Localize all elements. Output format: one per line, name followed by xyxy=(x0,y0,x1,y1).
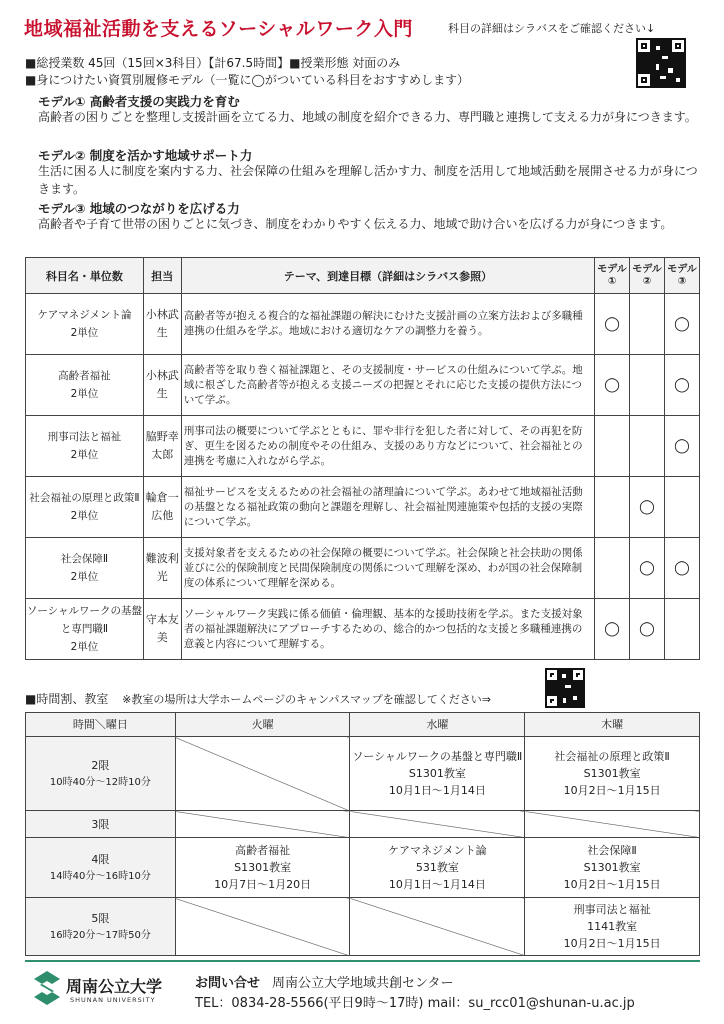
slot-room: 1141教室 xyxy=(587,920,638,933)
slot-course: 高齢者福祉 xyxy=(235,844,291,857)
model-1-mark: ◯ xyxy=(595,294,630,355)
qr-code-icon[interactable] xyxy=(545,668,585,708)
instructor: 守本友美 xyxy=(143,599,181,660)
course-name: 高齢者福祉 xyxy=(58,370,111,382)
table-row xyxy=(26,416,700,477)
day-tuesday: 火曜 xyxy=(175,713,350,737)
course-credits: 2単位 xyxy=(70,388,99,400)
model-3-heading: モデル③ 地域のつながりを広げる力 xyxy=(38,201,240,216)
qr-note: 科目の詳細はシラバスをご確認ください↓ xyxy=(448,22,656,35)
slot-course: 社会保障Ⅱ xyxy=(587,844,637,857)
empty-slot xyxy=(175,898,350,956)
table-row xyxy=(26,355,700,416)
slot-dates: 10月2日〜1月15日 xyxy=(563,878,661,891)
instructor: 小林武生 xyxy=(143,355,181,416)
header-instructor: 担当 xyxy=(143,258,181,294)
instructor: 難波利光 xyxy=(143,538,181,599)
model-1-mark xyxy=(595,477,630,538)
course-name: ソーシャルワークの基盤と専門職Ⅱ xyxy=(26,605,142,635)
contact-details[interactable]: TEL：0834-28-5566(平日9時〜17時) mail：su_rcc01@shunan-u.ac.jp xyxy=(195,996,635,1011)
empty-slot xyxy=(175,737,350,811)
period-cell xyxy=(26,811,176,838)
schedule-table xyxy=(25,712,700,956)
slot-dates: 10月1日〜1月14日 xyxy=(388,784,486,797)
course-name-cell xyxy=(26,599,144,660)
model-1-mark xyxy=(595,416,630,477)
schedule-corner: 時間＼曜日 xyxy=(26,713,176,737)
period-cell xyxy=(26,898,176,956)
model-3-mark: ◯ xyxy=(664,538,699,599)
model-3-description: 高齢者や子育て世帯の困りごとに気づき、制度をわかりやすく伝える力、地域で助け合いを広げる力が身につきます。 xyxy=(38,217,673,231)
class-slot xyxy=(525,898,700,956)
day-wednesday: 水曜 xyxy=(350,713,525,737)
period-cell xyxy=(26,737,176,811)
header-theme: テーマ、到達目標（詳細はシラバス参照） xyxy=(181,258,594,294)
class-slot xyxy=(175,838,350,898)
university-name-en: SHUNAN UNIVERSITY xyxy=(70,996,156,1004)
model-3-mark: ◯ xyxy=(664,355,699,416)
model-2-mark: ◯ xyxy=(630,599,665,660)
period-time: 10時40分〜12時10分 xyxy=(49,776,151,788)
header-model-1: モデル① xyxy=(595,258,630,294)
course-theme: 支援対象者を支えるための社会保障の概要について学ぶ。社会保険と社会扶助の関係並びに公的保険制度と民間保険制度の関係について理解を深め、わが国の社会保障制度の体系について理解を深める。 xyxy=(181,538,594,599)
course-name: ケアマネジメント論 xyxy=(37,309,132,321)
slot-dates: 10月2日〜1月15日 xyxy=(563,937,661,950)
model-1-mark xyxy=(595,538,630,599)
model-2-description: 生活に困る人に制度を案内する力、社会保障の仕組みを理解し活かす力、制度を活用して地域活動を展開させる力が身につきます。 xyxy=(38,164,698,196)
slot-room: 531教室 xyxy=(415,861,459,874)
course-name: 刑事司法と福祉 xyxy=(47,431,122,443)
page-title: 地域福祉活動を支えるソーシャルワーク入門 xyxy=(24,18,413,40)
period-cell xyxy=(26,838,176,898)
empty-slot xyxy=(350,898,525,956)
table-row xyxy=(26,477,700,538)
model-3-mark xyxy=(664,477,699,538)
course-theme: 刑事司法の概要について学ぶとともに、罪や非行を犯した者に対して、その再犯を防ぎ、更生を図るための制度やその仕組み、支援のあり方などについて、社会福祉との連携を考慮に入れながら学ぶ。 xyxy=(181,416,594,477)
schedule-row xyxy=(26,898,700,956)
model-1-mark: ◯ xyxy=(595,599,630,660)
slot-dates: 10月1日〜1月14日 xyxy=(388,878,486,891)
course-name-cell xyxy=(26,355,144,416)
table-row xyxy=(26,599,700,660)
slot-room: S1301教室 xyxy=(408,767,466,780)
schedule-title: ■時間割、教室 xyxy=(25,692,109,706)
model-1-description: 高齢者の困りごとを整理し支援計画を立てる力、地域の制度を紹介できる力、専門職と連携して支える力が身につきます。 xyxy=(38,110,697,124)
instructor: 脇野幸太郎 xyxy=(143,416,181,477)
table-row xyxy=(26,538,700,599)
class-slot xyxy=(525,838,700,898)
period-label: 2限 xyxy=(91,758,110,772)
model-1-mark: ◯ xyxy=(595,355,630,416)
course-name: 社会福祉の原理と政策Ⅱ xyxy=(29,492,140,504)
header-model-3: モデル③ xyxy=(664,258,699,294)
model-2-mark: ◯ xyxy=(630,477,665,538)
course-name: 社会保障Ⅱ xyxy=(60,553,108,565)
course-theme: 高齢者等が抱える複合的な福祉課題の解決にむけた支援計画の立案方法および多職種連携の仕組みを学ぶ。地域における適切なケアの調整力を養う。 xyxy=(181,294,594,355)
period-label: 3限 xyxy=(91,817,110,831)
course-credits: 2単位 xyxy=(70,510,99,522)
model-2-mark xyxy=(630,355,665,416)
slot-course: ソーシャルワークの基盤と専門職Ⅱ xyxy=(352,750,523,763)
instructor: 輪倉一広他 xyxy=(143,477,181,538)
course-theme: 高齢者等を取り巻く福祉課題と、その支援制度・サービスの仕組みについて学ぶ。地域に根ざした高齢者等が抱える支援ニーズの把握とそれに応じた支援の提供方法について学ぶ。 xyxy=(181,355,594,416)
course-name-cell xyxy=(26,477,144,538)
model-intro: ■身につけたい資質別履修モデル（一覧に◯がついている科目をおすすめします） xyxy=(25,73,470,87)
model-2-mark xyxy=(630,294,665,355)
schedule-heading xyxy=(25,690,491,707)
slot-room: S1301教室 xyxy=(583,861,641,874)
class-slot xyxy=(350,838,525,898)
model-3-mark xyxy=(664,599,699,660)
period-time: 14時40分〜16時10分 xyxy=(49,870,151,882)
header-course-name: 科目名・単位数 xyxy=(26,258,144,294)
qr-code-icon[interactable] xyxy=(636,38,686,88)
slot-room: S1301教室 xyxy=(234,861,292,874)
table-row xyxy=(26,294,700,355)
slot-dates: 10月2日〜1月15日 xyxy=(563,784,661,797)
period-time: 16時20分〜17時50分 xyxy=(49,929,151,941)
model-3-mark: ◯ xyxy=(664,416,699,477)
schedule-row xyxy=(26,737,700,811)
course-credits: 2単位 xyxy=(70,571,99,583)
course-theme: ソーシャルワーク実践に係る価値・倫理観、基本的な援助技術を学ぶ。また支援対象者の福祉課題解決にアプローチするための、総合的かつ包括的な支援と多職種連携の意義と内容について理解する。 xyxy=(181,599,594,660)
empty-slot xyxy=(175,811,350,838)
slot-course: ケアマネジメント論 xyxy=(388,844,487,857)
footer-divider xyxy=(25,960,700,962)
contact-label: お問い合せ xyxy=(195,976,261,991)
period-label: 5限 xyxy=(91,911,110,925)
contact-heading xyxy=(195,972,454,991)
model-2-mark: ◯ xyxy=(630,538,665,599)
model-2-mark xyxy=(630,416,665,477)
course-credits: 2単位 xyxy=(70,327,99,339)
course-name-cell xyxy=(26,538,144,599)
day-thursday: 木曜 xyxy=(525,713,700,737)
schedule-row xyxy=(26,838,700,898)
course-name-cell xyxy=(26,294,144,355)
course-credits: 2単位 xyxy=(70,641,99,653)
university-logo-icon xyxy=(32,969,62,1013)
slot-course: 刑事司法と福祉 xyxy=(573,903,651,916)
instructor: 小林武生 xyxy=(143,294,181,355)
empty-slot xyxy=(350,811,525,838)
class-slot xyxy=(525,737,700,811)
model-3-mark: ◯ xyxy=(664,294,699,355)
contact-org: 周南公立大学地域共創センター xyxy=(272,976,454,991)
schedule-note: ※教室の場所は大学ホームページのキャンパスマップを確認してください⇒ xyxy=(122,693,491,706)
period-label: 4限 xyxy=(91,852,110,866)
empty-slot xyxy=(525,811,700,838)
course-credits: 2単位 xyxy=(70,449,99,461)
course-summary: ■総授業数 45回（15回×3科目）【計67.5時間】■授業形態 対面のみ xyxy=(25,56,401,70)
slot-course: 社会福祉の原理と政策Ⅱ xyxy=(554,750,670,763)
class-slot xyxy=(350,737,525,811)
model-1-heading: モデル① 高齢者支援の実践力を育む xyxy=(38,94,240,109)
course-table xyxy=(25,257,700,660)
course-name-cell xyxy=(26,416,144,477)
course-theme: 福祉サービスを支えるための社会福祉の諸理論について学ぶ。あわせて地域福祉活動の基盤となる福祉政策の動向と課題を理解し、社会福祉関連施策や包括的支援の実際について学ぶ。 xyxy=(181,477,594,538)
model-2-heading: モデル② 制度を活かす地域サポート力 xyxy=(38,148,253,163)
slot-dates: 10月7日〜1月20日 xyxy=(214,878,312,891)
schedule-row xyxy=(26,811,700,838)
slot-room: S1301教室 xyxy=(583,767,641,780)
university-name: 周南公立大学 xyxy=(66,977,163,996)
header-model-2: モデル② xyxy=(630,258,665,294)
